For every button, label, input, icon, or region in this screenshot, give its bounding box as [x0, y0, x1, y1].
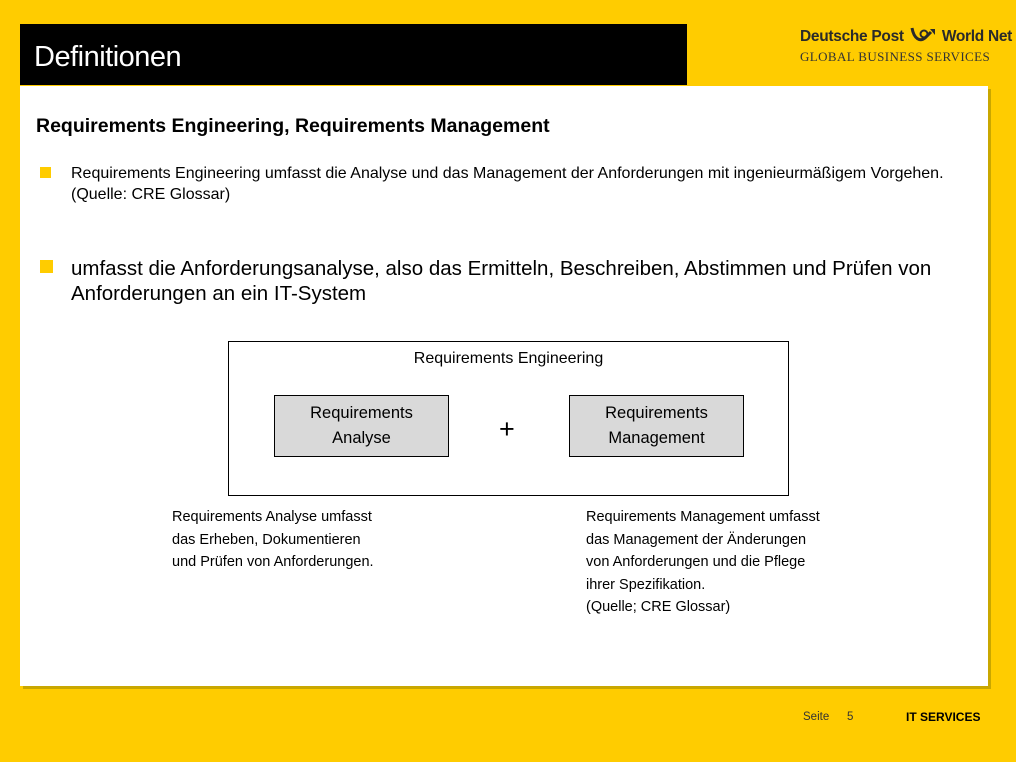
slide-title: Definitionen — [34, 41, 182, 73]
footer-department: IT SERVICES — [906, 710, 981, 724]
analyse-description: Requirements Analyse umfasst das Erheben, Dokumentieren und Prüfen von Anforderungen. — [172, 509, 374, 570]
requirements-management-box — [569, 395, 744, 457]
section-heading: Requirements Engineering, Requirements Management — [36, 115, 550, 137]
logo-brand-left: Deutsche Post — [800, 28, 904, 45]
logo-line-2: GLOBAL BUSINESS SERVICES — [800, 49, 991, 64]
posthorn-icon — [909, 25, 937, 45]
bullet-text-2: umfasst die Anforderungsanalyse, also das Ermitteln, Beschreiben, Abstimmen und Prüfen von Anforderungen an ein IT-System — [71, 257, 932, 305]
requirements-analyse-box — [274, 395, 449, 457]
bullet-square-icon — [40, 260, 53, 273]
diagram-title: Requirements Engineering — [413, 350, 604, 367]
left-box-line-2: Analyse — [332, 429, 391, 447]
logo-line-1 — [800, 25, 1012, 46]
management-description: Requirements Management umfasst das Management der Änderungen von Anforderungen und die Pflege ihrer Spezifikation. (Quelle; CRE Glossar) — [586, 509, 820, 615]
requirements-engineering-diagram — [228, 341, 789, 496]
left-box-line-1: Requirements — [310, 404, 413, 422]
bullet-text-1: Requirements Engineering umfasst die Analyse und das Management der Anforderungen mit ingenieurmäßigem Vorgehen. (Quelle: CRE Glossar) — [71, 165, 944, 203]
logo-brand-right: World Net — [941, 28, 1013, 45]
footer-page-number: 5 — [847, 711, 854, 723]
bullet-item-2 — [40, 256, 960, 306]
content-panel — [20, 86, 988, 686]
title-bar — [20, 24, 687, 85]
right-box-line-2: Management — [608, 429, 705, 447]
footer-page-label: Seite — [803, 711, 830, 723]
company-logo — [800, 22, 1013, 68]
bullet-square-icon — [40, 167, 51, 178]
plus-sign: + — [499, 414, 515, 444]
bullet-item-1 — [40, 164, 960, 205]
right-box-line-1: Requirements — [605, 404, 708, 422]
